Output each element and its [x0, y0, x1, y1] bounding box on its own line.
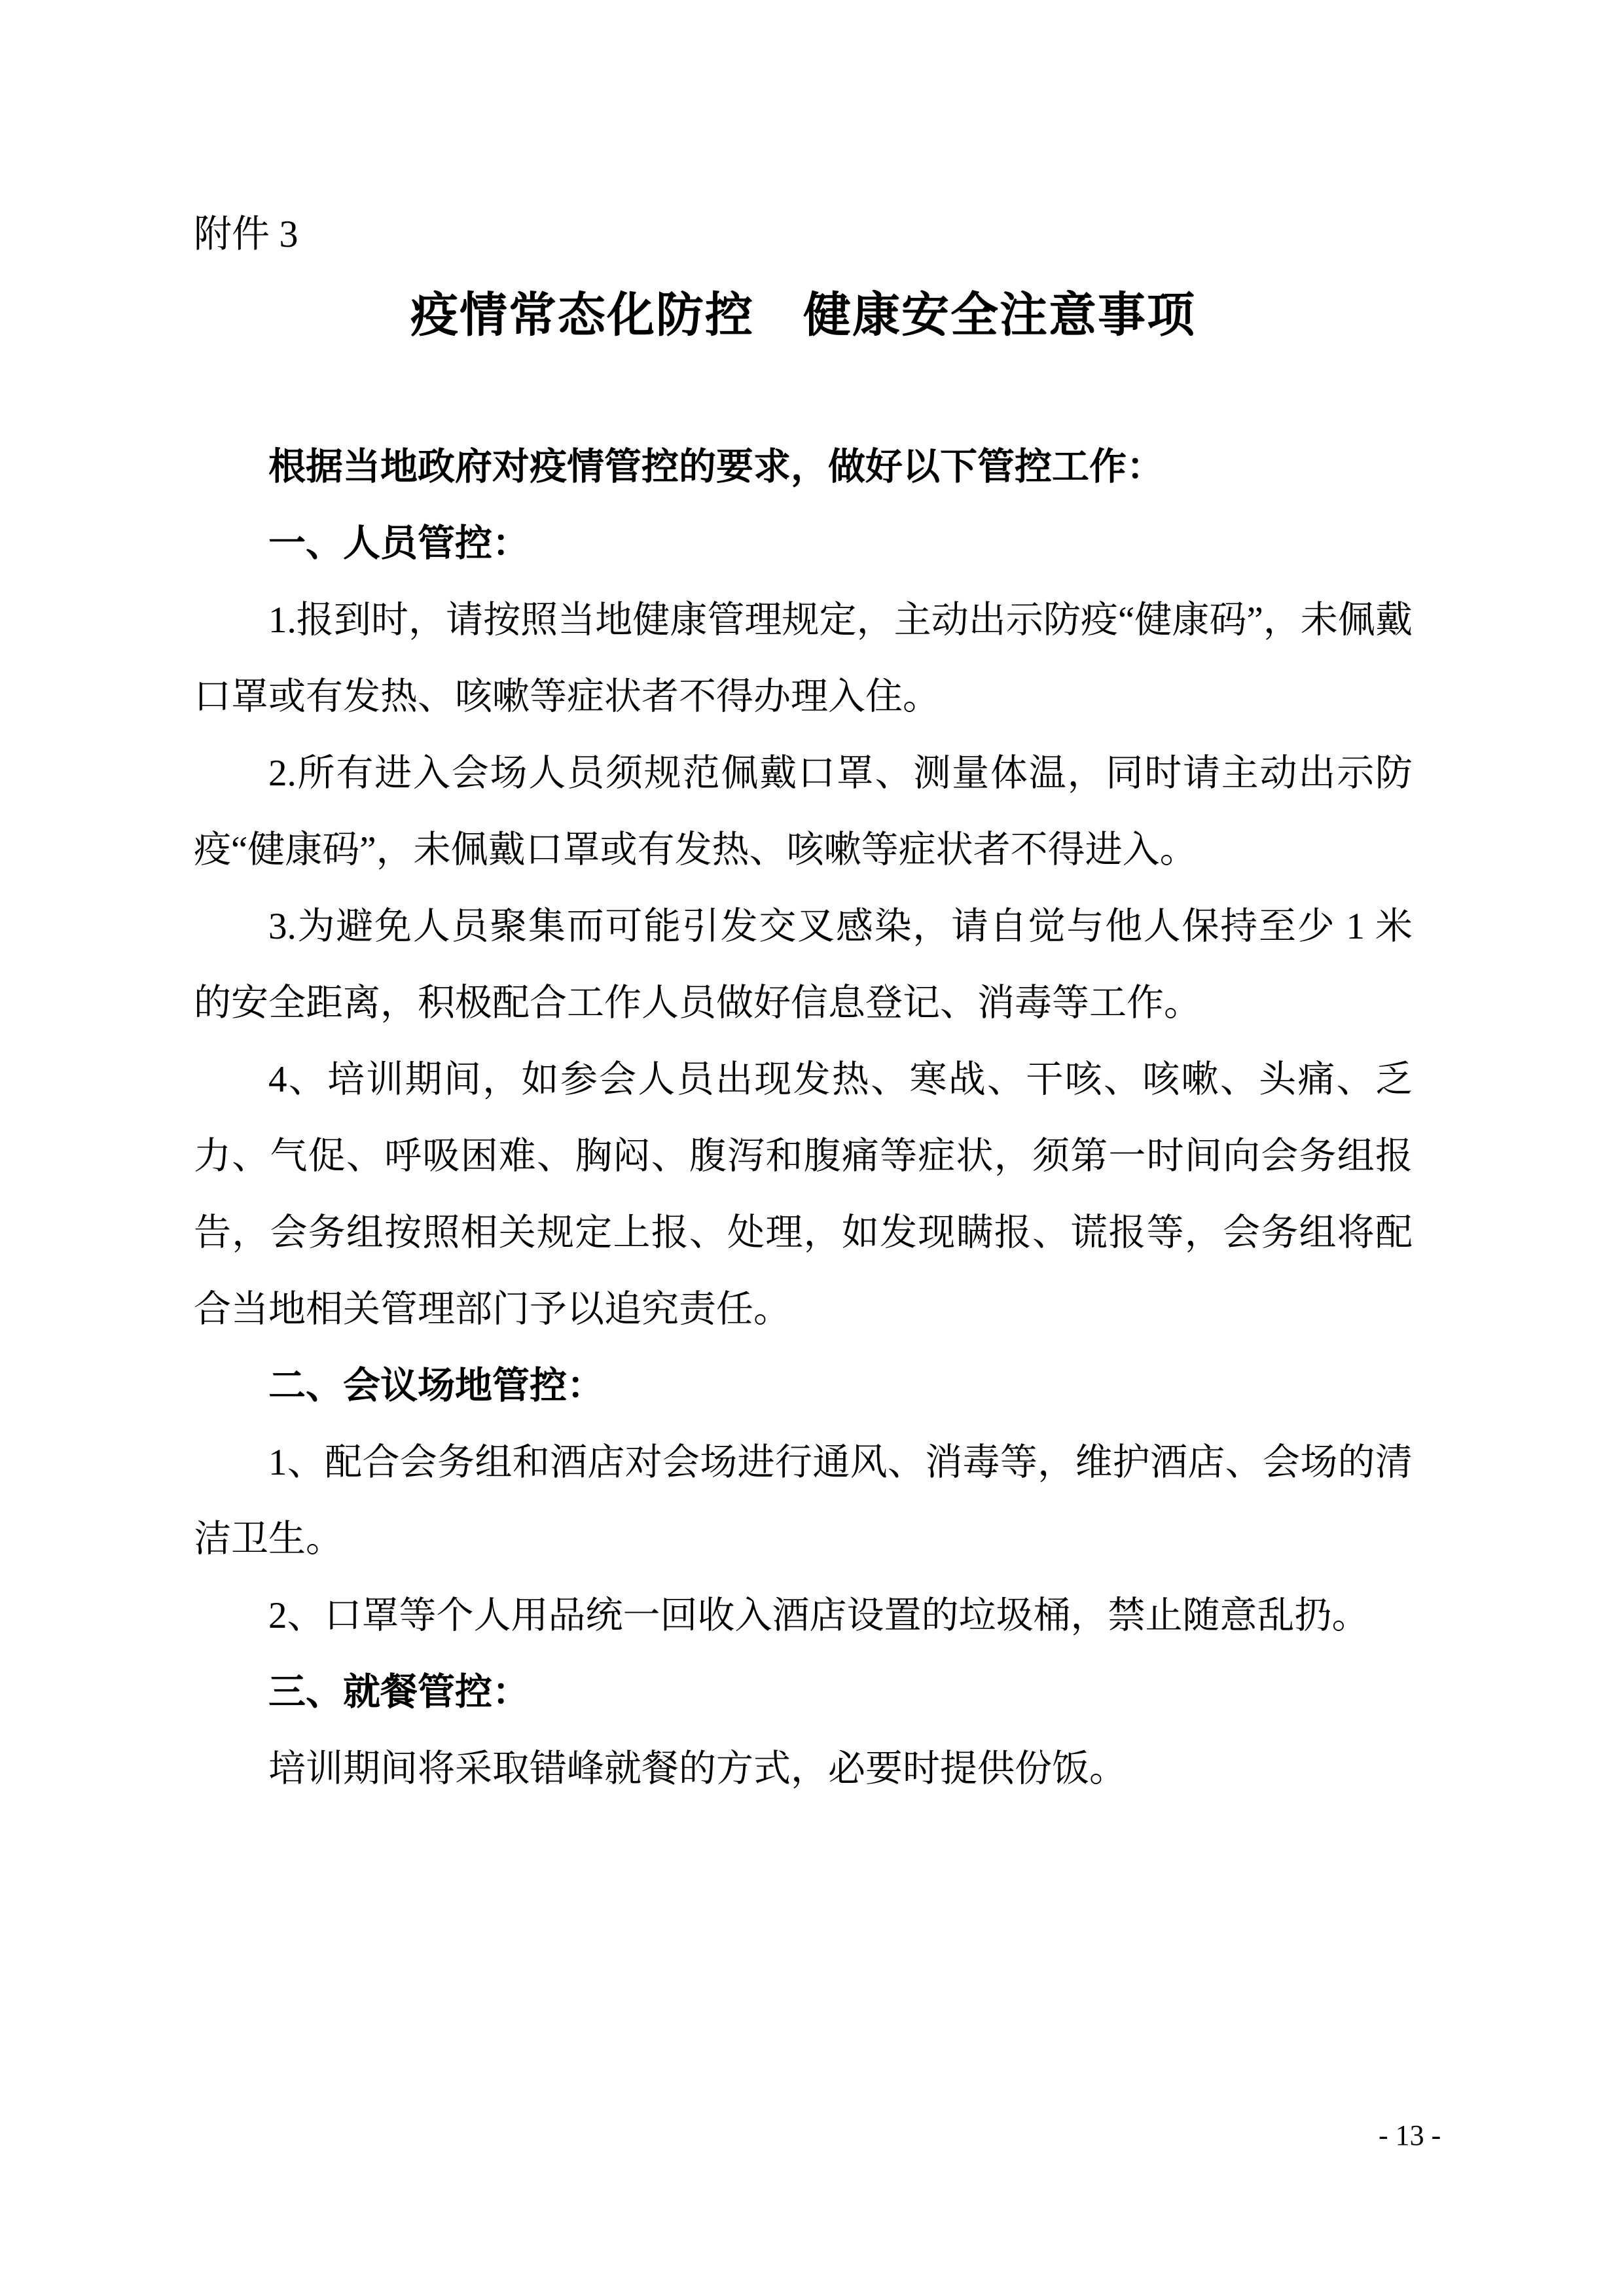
section-heading-personnel-control: 一、人员管控： — [268, 522, 530, 564]
page-number: - 13 - — [1379, 2119, 1441, 2151]
paragraph-mask-disposal: 2、口罩等个人用品统一回收入酒店设置的垃圾桶，禁止随意乱扔。 — [268, 1595, 1369, 1636]
document-body — [194, 429, 1413, 1807]
paragraph-ventilation-disinfection: 1、配合会务组和酒店对会场进行通风、消毒等，维护酒店、会场的清洁卫生。 — [194, 1442, 1413, 1560]
attachment-label: 附件 3 — [194, 213, 298, 255]
paragraph-symptom-reporting: 4、培训期间，如参会人员出现发热、寒战、干咳、咳嗽、头痛、乏力、气促、呼吸困难、胸闷、腹泻和腹痛等症状，须第一时间向会务组报告，会务组按照相关规定上报、处理，如发现瞒报、谎报等，会务组将配合当地相关管理部门予以追究责任。 — [194, 1059, 1413, 1330]
paragraph-venue-entry-mask: 2.所有进入会场人员须规范佩戴口罩、测量体温，同时请主动出示防疫“健康码”，未佩戴口罩或有发热、咳嗽等症状者不得进入。 — [194, 753, 1413, 870]
section-heading-dining-control: 三、就餐管控： — [268, 1671, 530, 1713]
intro-paragraph: 根据当地政府对疫情管控的要求，做好以下管控工作： — [268, 446, 1164, 488]
page-title: 疫情常态化防控 健康安全注意事项 — [410, 289, 1196, 342]
paragraph-staggered-dining: 培训期间将采取错峰就餐的方式，必要时提供份饭。 — [268, 1748, 1127, 1789]
paragraph-checkin-health-code: 1.报到时，请按照当地健康管理规定，主动出示防疫“健康码”，未佩戴口罩或有发热、咳嗽等症状者不得办理入住。 — [194, 600, 1413, 717]
section-heading-venue-control: 二、会议场地管控： — [268, 1365, 604, 1407]
paragraph-social-distance: 3.为避免人员聚集而可能引发交叉感染，请自觉与他人保持至少 1 米的安全距离，积极配合工作人员做好信息登记、消毒等工作。 — [194, 906, 1413, 1024]
